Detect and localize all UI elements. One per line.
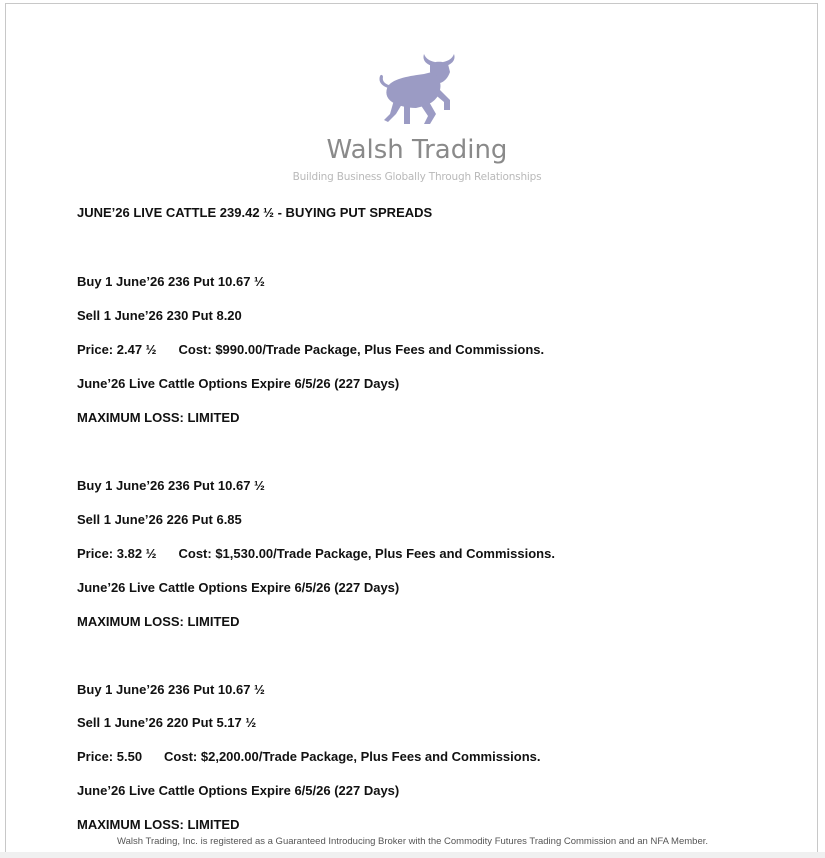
trade-1-max-loss: MAXIMUM LOSS: LIMITED (77, 410, 240, 425)
window-bottom-edge (0, 852, 825, 858)
trade-3-expire: June’26 Live Cattle Options Expire 6/5/26 (227 Days) (77, 783, 400, 798)
bull-icon (374, 52, 464, 132)
trade-2-max-loss: MAXIMUM LOSS: LIMITED (77, 614, 240, 629)
heading: JUNE’26 LIVE CATTLE 239.42 ½ - BUYING PUT SPREADS (77, 205, 433, 220)
trade-1-buy: Buy 1 June’26 236 Put 10.67 ½ (77, 274, 265, 289)
trade-3-price: Price: 5.50 (77, 749, 143, 764)
trade-3-cost: Cost: $2,200.00/Trade Package, Plus Fees and Commissions. (164, 749, 541, 764)
disclaimer-footer: Walsh Trading, Inc. is registered as a Guaranteed Introducing Broker with the Commodity Futures Trading Commission and an NFA Member. (116, 836, 709, 847)
trade-3-max-loss: MAXIMUM LOSS: LIMITED (77, 817, 240, 832)
trade-1-expire: June’26 Live Cattle Options Expire 6/5/26 (227 Days) (77, 376, 400, 391)
trade-3-sell: Sell 1 June’26 220 Put 5.17 ½ (77, 715, 257, 730)
brand-tagline: Building Business Globally Through Relationships (292, 171, 542, 183)
trade-2-price-row (77, 546, 555, 561)
brand-name: Walsh Trading (326, 135, 508, 165)
trade-1-price-row (77, 342, 544, 357)
trade-2-expire: June’26 Live Cattle Options Expire 6/5/26 (227 Days) (77, 580, 400, 595)
trade-3-buy: Buy 1 June’26 236 Put 10.67 ½ (77, 682, 265, 697)
trade-2-buy: Buy 1 June’26 236 Put 10.67 ½ (77, 478, 265, 493)
trade-2-sell: Sell 1 June’26 226 Put 6.85 (77, 512, 242, 527)
trade-3-price-row (77, 749, 541, 764)
trade-2-price: Price: 3.82 ½ (77, 546, 157, 561)
trade-1-price: Price: 2.47 ½ (77, 342, 157, 357)
trade-2-cost: Cost: $1,530.00/Trade Package, Plus Fees and Commissions. (178, 546, 555, 561)
document-page (5, 3, 818, 853)
walsh-trading-logo (282, 52, 552, 188)
trade-1-cost: Cost: $990.00/Trade Package, Plus Fees and Commissions. (178, 342, 545, 357)
trade-1-sell: Sell 1 June’26 230 Put 8.20 (77, 308, 242, 323)
